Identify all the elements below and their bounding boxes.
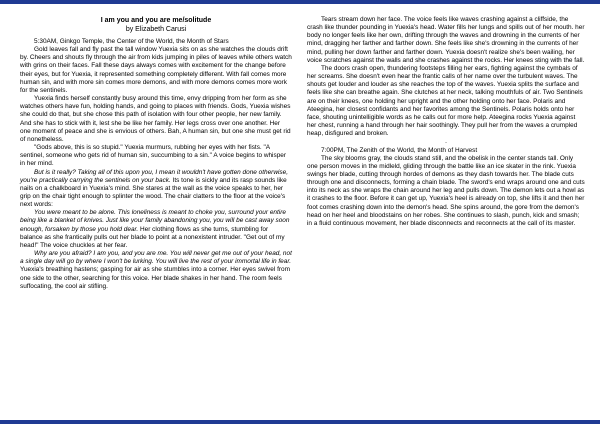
bottom-border [0, 420, 600, 424]
paragraph [20, 209, 292, 250]
paragraph: Gold leaves fall and fly past the tall window Yuexia sits on as she watches the clouds drift by. Cheers and shouts fly through the air from kids jumping in piles of leaves while others watch with grins on their faces. Fall these days always comes with excitement for the change before their eyes, but for Yuexia, it represented something completely different. With fall comes more human sin, and with more sin comes more demons, and with more demons comes more work for the sentinels. [20, 46, 292, 94]
paragraph: Yuexia finds herself constantly busy around this time, envy dripping from her form as she watches others have fun, holding hands, and going to places with friends. Gods, Yuexia wishes she could do that, but she chose this path of isolation with four other people, her new family. And she has to stick with it, lest she be like her family. Her legs cross over one another. Her one moment of peace and she is envious of others. Bah, A human sin, but one she must get rid of nonetheless. [20, 95, 291, 143]
paragraph-text: Yuexia's breathing hastens; gasping for air as she stumbles into a corner. Her eyes swivel from one side to the other, searching for this voice. Her blade shakes in her hand. The room feels suffocating, the cool air stifling. [20, 266, 290, 290]
paragraph: The doors crash open, thundering footsteps filling her ears, fighting against the cymbals of her screams. She doesn't even hear the frantic calls of her name over the turbulent waves. The shouts get louder and louder as she reaches the top of the waves. Yuexia splits the surface and feels like she can breathe again. She clutches at her neck, talking mouthfuls of air. Two Sentinels are on their knees, one holding her upright and the other holding onto her face. Polaris and Ateegina, her closest confidants and her favorites among the Sentinels. Polaris holds onto her face, shouting unintelligible words as he calls out for more help. Ateegina rocks Yuexia against her chest, running a hand through her hair soothingly. They pull her from the waves a crumpled heap, disfigured and broken. [307, 64, 583, 138]
paragraph [20, 169, 292, 210]
paragraph: Tears stream down her face. The voice feels like waves crashing against a cliffside, the crash like thunder pounding in Yuexia's head. Water fills her lungs and spills out of her mouth. her body no longer feels like her own, drifting through the waves and drowning in the currents of her mind, dragging her farther and farther down. She feels like she's drowning in the currents of her mind, pulling her down farther and farther down. Yuexia doesn't realize she's been wailing, her voice scratches against the walls and she crashes against the rocks. Her knees sting with the fall. [307, 16, 585, 64]
document-title: I am you and you are me/solitude [100, 17, 212, 24]
italic-voice-text: Why are you afraid? I am you, and you are me. You will never get me out of your head, not a single day will go by where I won't be lurking. You will live the rest of your immortal life in fear. [20, 250, 292, 266]
left-column [20, 16, 292, 291]
paragraph-text: Her clothing flows as she turns, stumbling for balance as she frantically pulls out her blade to point at a nonexistent intruder. "Get out of my head!" The voice chuckles at her fear. [20, 225, 285, 249]
paragraph-text: Its tone is sickly and its rasp sounds like nails on a chalkboard in Yuexia's mind. She stares at the wall as the voice speaks to her, her grip on the chair tight enough to splinter the wood. The chair clatters to the floor at the voice's next words: [20, 176, 287, 209]
top-border [0, 0, 600, 4]
right-body [307, 16, 585, 228]
section-heading: 5:30AM, Ginkgo Temple, the Center of the World, the Month of Stars [34, 38, 229, 45]
section-heading: 7:00PM, The Zenith of the World, the Month of Harvest [321, 146, 478, 154]
italic-voice-text: You were meant to be alone. This loneliness is meant to choke you, surround your entire being like a blanket of knives. Just like your family abandoning you, you will be cast away soon enough, forsaken by those you hold dear. [20, 209, 290, 233]
document-author: by Elizabeth Carusi [125, 26, 187, 33]
title-block [20, 16, 292, 34]
right-column [307, 16, 585, 228]
paragraph: The sky blooms gray, the clouds stand still, and the obelisk in the center stands tall. Only one person moves in the midleld, gliding through the battle like an ice skater in the rink. Yuexia swings her blade, cutting through hordes of demons as they dash towards her. The blade cuts through one and disconnects, forming a chain blade. The sword's end wraps around one and cuts into its neck as she wraps the chain around her leg and pulls down. The demon lets out a howl as it crashes to the floor. Before it can get up, Yuexia's heel is already on top, she lifts it and then her foot comes crashing down into the demon's head. She spins around, the gore from the demon's head on her heel and bloodstains on her robes. She continues to slash, punch, kick and smash; in a fluid continuous movement, her blade disconnects and reconnects at the call of its master. [307, 154, 585, 227]
left-body [20, 38, 292, 291]
paragraph [20, 250, 292, 291]
italic-voice-text: But is it really? Taking all of this upon you, I mean it wouldn't have gotten done otherwise, you're practically carrying the sentinels on your back. [20, 168, 288, 184]
paragraph: "Gods above, this is so stupid." Yuexia murmurs, rubbing her eyes with her fists. "A sentinel, someone who gets rid of human sin, succumbing to a sin." A voice begins to whisper in her mind. [20, 144, 287, 168]
section-separator: . [445, 138, 447, 146]
